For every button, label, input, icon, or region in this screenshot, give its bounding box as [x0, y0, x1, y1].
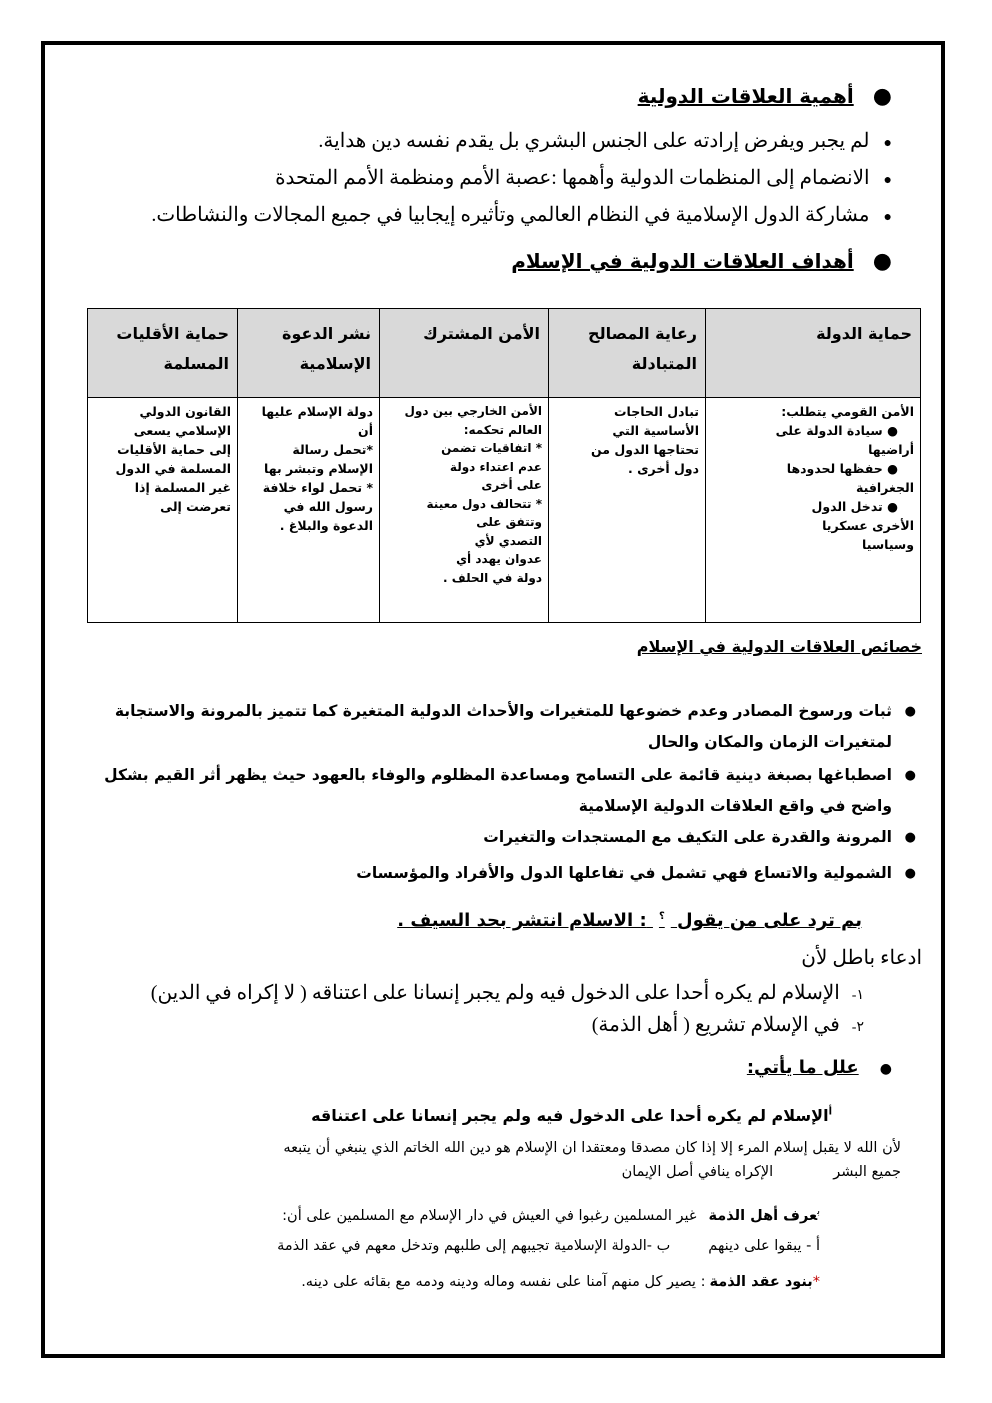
response-claim: ادعاء باطل لأن [801, 947, 922, 969]
dhimma-conditions [277, 1238, 820, 1254]
importance-item: ●مشاركة الدول الإسلامية في النظام العالمي وتأثيره إيجابيا في جميع المجالات والنشاطات. [151, 204, 892, 226]
explain-answer-line [622, 1164, 901, 1180]
reason-number: ٢- [851, 1020, 864, 1035]
bullet-icon: ● [883, 210, 892, 225]
goals-header-cell: الأمن المشترك [380, 309, 549, 398]
question-text: الإسلام لم يكره أحدا على الدخول فيه ولم يجبر إنسانا على اعتناقه [311, 1106, 829, 1125]
goals-body-cell: الأمن الخارجي بين دول العالم تحكمه: * اتفاقيات تضمن عدم اعتداء دولة على أخرى * تتحالف دول معينة وتتفق على التصدي لأي عدوان يهدد أي دولة في الحلف . [380, 398, 549, 623]
answer-part: جميع البشر [833, 1164, 901, 1180]
features-item: ● المرونة والقدرة على التكيف مع المستجدات والتغيرات [483, 828, 916, 846]
terms-label: بنود عقد الذمة [709, 1274, 813, 1290]
star-icon: * [812, 1274, 820, 1290]
goals-header-cell: نشر الدعوة الإسلامية [238, 309, 380, 398]
goals-header-cell: حماية الأقليات المسلمة [88, 309, 238, 398]
features-title: خصائص العلاقات الدولية في الإسلام [636, 637, 922, 656]
features-item: ● ثبات ورسوخ المصادر وعدم خضوعها للمتغيرات والأحداث الدولية المتغيرة كما تتميز بالمرونة والاستجابة لمتغيرات الزمان والمكان والحال [78, 696, 892, 758]
explain-answer-line: لأن الله لا يقبل إسلام المرء إلا إذا كان مصدقا ومعتقدا ان الإسلام هو دين الله الخاتم الذي ينبغي أن يتبعه [283, 1140, 901, 1156]
goals-header-cell: حماية الدولة [706, 309, 921, 398]
question-letter: أ [828, 1106, 832, 1118]
question-mark: ؟ [658, 911, 665, 922]
answer-part: الإكراه ينافي أصل الإيمان [621, 1164, 774, 1180]
goals-table-body-row [88, 398, 921, 623]
dhimma-definition [282, 1206, 820, 1224]
goals-body-cell: القانون الدولي الإسلامي يسعى إلى حماية الأقليات المسلمة في الدول غير المسلمة إذا تعرضت إلى [88, 398, 238, 623]
importance-item: ●الانضمام إلى المنظمات الدولية وأهمها :عصبة الأمم ومنظمة الأمم المتحدة [275, 167, 892, 189]
bullet-icon: ● [904, 704, 916, 719]
bullet-icon: ● [904, 768, 916, 783]
reason-item [592, 1012, 864, 1037]
dhimma-text: غير المسلمين رغبوا في العيش في دار الإسلام مع المسلمين على أن: [282, 1207, 697, 1224]
bullet-icon: ● [883, 173, 892, 188]
goals-heading [511, 249, 892, 273]
dhimma-label: عرف أهل الذمة [708, 1207, 818, 1224]
reason-text: الإسلام لم يكره أحدا على الدخول فيه ولم يجبر إنسانا على اعتناقه ( لا إكراه في الدين) [150, 982, 840, 1004]
response-heading [397, 910, 862, 931]
response-quote: : الاسلام انتشر بحد السيف . [397, 910, 647, 931]
question-letter: ب [817, 1206, 820, 1217]
bullet-icon: ● [904, 866, 916, 881]
response-title: بم ترد على من يقول [677, 910, 862, 931]
reason-item [151, 980, 864, 1005]
goals-body-cell: الأمن القومي يتطلب: ● سيادة الدولة على أراضيها ● حفظها لحدودها الجغرافية ● تدخل الدول الأخرى عسكريا وسياسيا [706, 398, 921, 623]
bullet-icon: ● [904, 830, 916, 845]
reason-number: ١- [851, 988, 864, 1003]
bullet-icon: ● [872, 84, 892, 109]
importance-item: ●لم يجبر ويفرض إرادته على الجنس البشري بل يقدم نفسه دين هداية. [318, 130, 892, 152]
importance-title: أهمية العلاقات الدولية [637, 84, 854, 108]
bullet-icon: ● [872, 249, 892, 274]
features-item: ● اصطباغها بصبغة دينية قائمة على التسامح ومساعدة المظلوم والوفاء بالعهود حيث يظهر أثر القيم بشكل واضح في واقع العلاقات الدولية الإسلامية [78, 760, 892, 822]
explain-heading [747, 1057, 892, 1078]
goals-body-cell: تبادل الحاجات الأساسية التي تحتاجها الدول من دول أخرى . [549, 398, 706, 623]
goals-title: أهداف العلاقات الدولية في الإسلام [511, 249, 854, 273]
importance-heading [638, 84, 892, 108]
goals-table-header-row [88, 309, 921, 398]
goals-body-cell: دولة الإسلام عليها أن *تحمل رسالة الإسلام وتبشر بها * تحمل لواء خلافة رسول الله في الدعوة والبلاغ . [238, 398, 380, 623]
bullet-icon: ● [879, 1061, 892, 1077]
bullet-icon: ● [883, 136, 892, 151]
dhimma-condition: أ - يبقوا على دينهم [708, 1238, 820, 1254]
explain-title: علل ما يأتي: [746, 1057, 859, 1078]
terms-text: : يصير كل منهم آمنا على نفسه وماله ودينه ودمه مع بقائه على دينه. [301, 1274, 706, 1290]
reason-text: في الإسلام تشريع ( أهل الذمة) [591, 1014, 840, 1036]
goals-table [87, 308, 921, 623]
explain-question [311, 1106, 832, 1125]
goals-header-cell: رعاية المصالح المتبادلة [549, 309, 706, 398]
features-item: ● الشمولية والاتساع فهي تشمل في تفاعلها الدول والأفراد والمؤسسات [356, 864, 916, 882]
dhimma-terms [301, 1274, 820, 1290]
dhimma-condition: ب -الدولة الإسلامية تجيبهم إلى طلبهم وتدخل معهم في عقد الذمة [277, 1238, 671, 1254]
